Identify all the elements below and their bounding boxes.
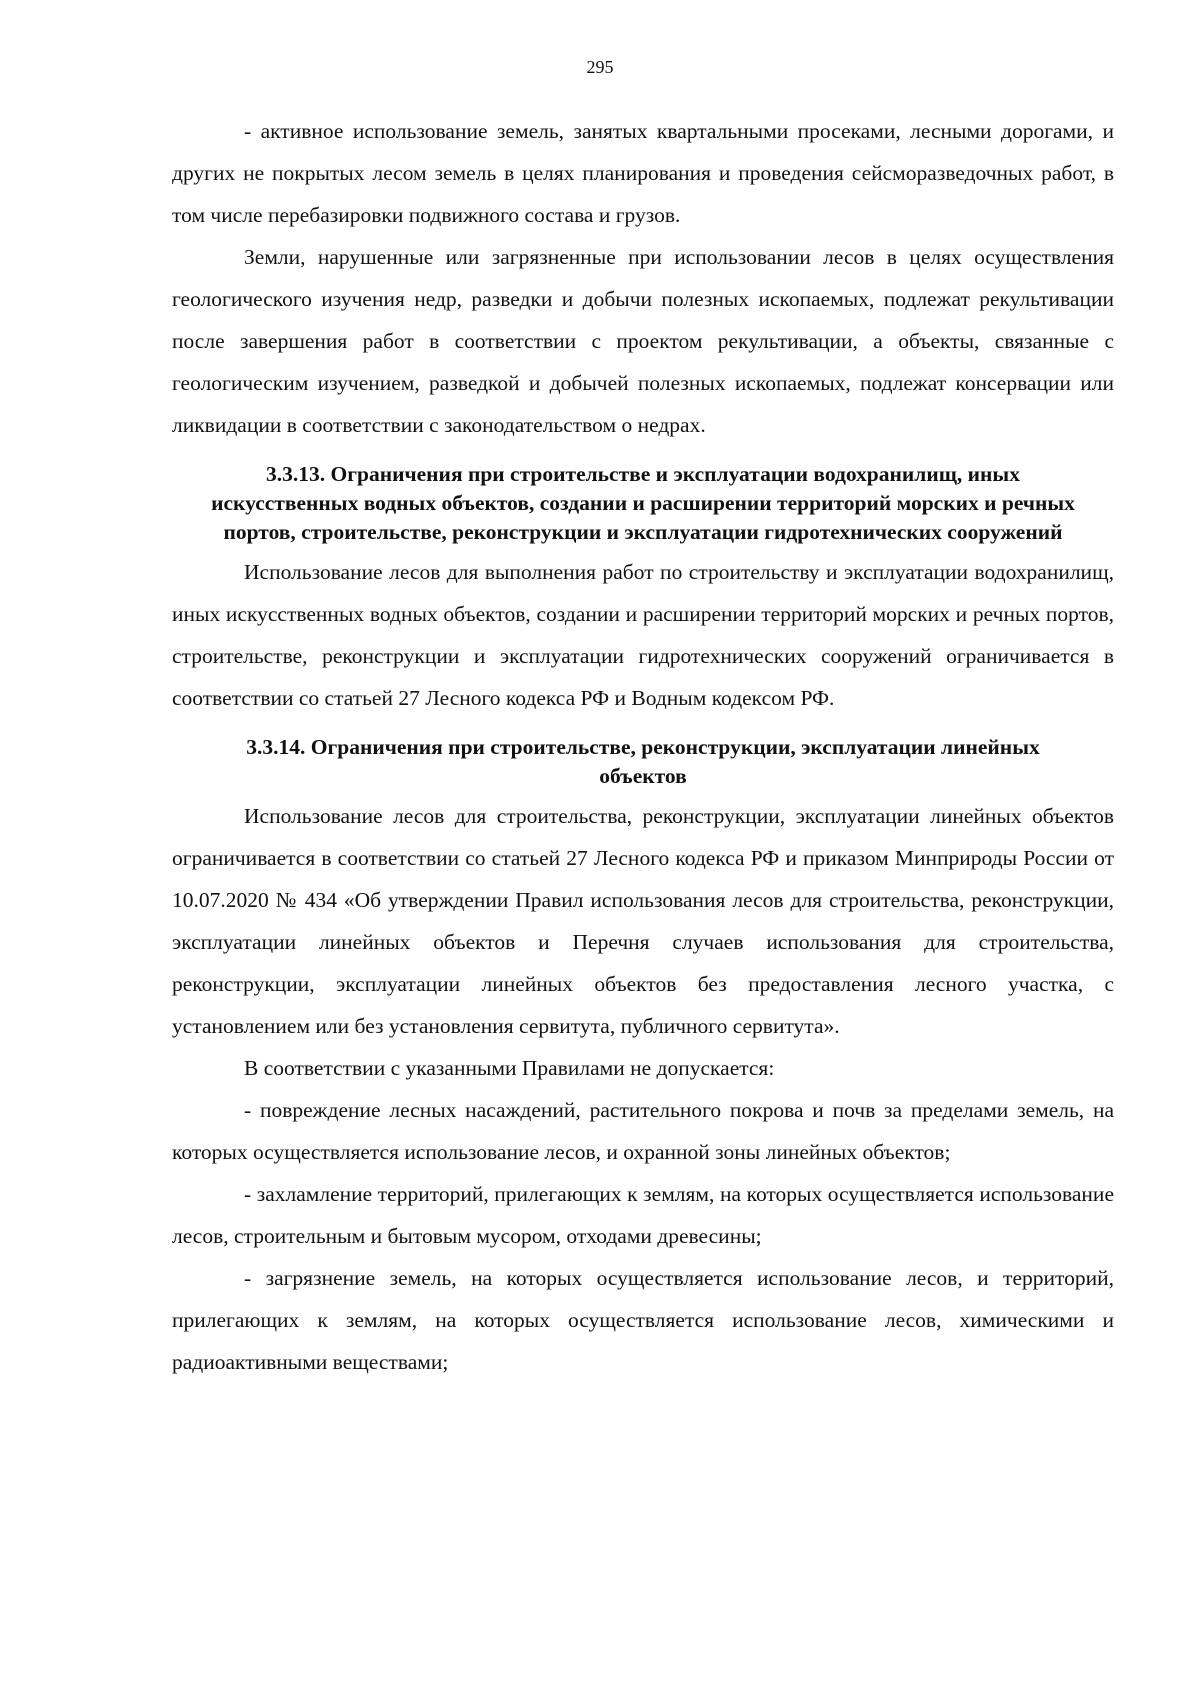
paragraph-seismic-exploration: - активное использование земель, занятых квартальными просеками, лесными дорогами, и других не покрытых лесом земель в целях планирования и проведения сейсморазведочных работ, в том числе перебазировки подвижного состава и грузов. bbox=[172, 119, 1114, 227]
section-heading-3-3-14: 3.3.14. Ограничения при строительстве, реконструкции, эксплуатации линейных объектов bbox=[246, 735, 1040, 788]
page-number: 295 bbox=[586, 57, 614, 77]
section-heading-3-3-13: 3.3.13. Ограничения при строительстве и эксплуатации водохранилищ, иных искусственных водных объектов, создании и расширении территорий морских и речных портов, строительстве, реконструкции и эксплуатации гидротехнических сооружений bbox=[211, 462, 1075, 544]
page-content bbox=[172, 110, 1114, 1383]
list-item-littering: - захламление территорий, прилегающих к землям, на которых осуществляется использование лесов, строительным и бытовым мусором, отходами древесины; bbox=[172, 1182, 1114, 1248]
list-item-damage: - повреждение лесных насаждений, растительного покрова и почв за пределами земель, на которых осуществляется использование лесов, и охранной зоны линейных объектов; bbox=[172, 1098, 1114, 1164]
paragraph-linear-objects: Использование лесов для строительства, реконструкции, эксплуатации линейных объектов ограничивается в соответствии со статьей 27 Лесного кодекса РФ и приказом Минприроды России от 10.07.2020 № 434 «Об утверждении Правил использования лесов для строительства, реконструкции, эксплуатации линейных объектов и Перечня случаев использования для строительства, реконструкции, эксплуатации линейных объектов без предоставления лесного участка, с установлением или без установления сервитута, публичного сервитута». bbox=[172, 804, 1114, 1038]
list-item-pollution: - загрязнение земель, на которых осуществляется использование лесов, и территорий, прилегающих к землям, на которых осуществляется использование лесов, химическими и радиоактивными веществами; bbox=[172, 1266, 1114, 1374]
paragraph-land-reclamation: Земли, нарушенные или загрязненные при использовании лесов в целях осуществления геологического изучения недр, разведки и добычи полезных ископаемых, подлежат рекультивации после завершения работ в соответствии с проектом рекультивации, а объекты, связанные с геологическим изучением, разведкой и добычей полезных ископаемых, подлежат консервации или ликвидации в соответствии с законодательством о недрах. bbox=[172, 245, 1114, 437]
paragraph-rules-intro: В соответствии с указанными Правилами не допускается: bbox=[244, 1056, 775, 1080]
paragraph-reservoirs-ports: Использование лесов для выполнения работ по строительству и эксплуатации водохранилищ, иных искусственных водных объектов, создании и расширении территорий морских и речных портов, строительстве, реконструкции и эксплуатации гидротехнических сооружений ограничивается в соответствии со статьей 27 Лесного кодекса РФ и Водным кодексом РФ. bbox=[172, 560, 1114, 710]
